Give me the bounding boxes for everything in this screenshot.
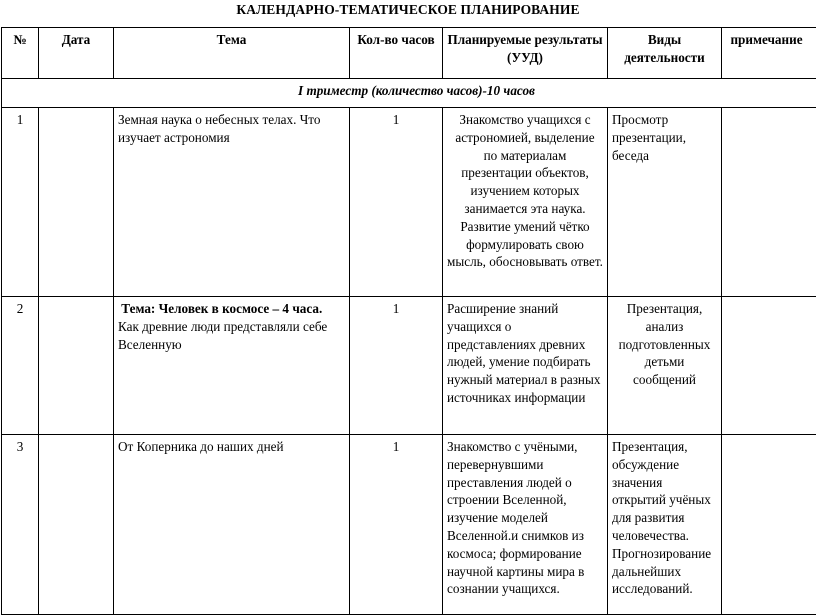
row-topic-heading: Тема: Человек в космосе – 4 часа. bbox=[121, 301, 322, 316]
trimester-row bbox=[2, 79, 816, 108]
row-note bbox=[722, 297, 816, 435]
table-row bbox=[2, 108, 816, 297]
header-row bbox=[2, 28, 816, 79]
page-title: КАЛЕНДАРНО-ТЕМАТИЧЕСКОЕ ПЛАНИРОВАНИЕ bbox=[0, 2, 816, 18]
row-results: Знакомство с учёными, перевернувшими преставления людей о строении Вселенной, изучение моделей Вселенной.и снимков из космоса; формирование научной картины мира в сознании учащихся. bbox=[443, 435, 608, 615]
row-note bbox=[722, 435, 816, 615]
row-topic bbox=[114, 435, 350, 615]
header-num: № bbox=[2, 28, 39, 79]
row-results: Знакомство учащихся с астрономией, выделение по материалам презентации объектов, изучением которых занимается эта наука. Развитие умений чётко формулировать свою мысль, обосновывать ответ. bbox=[443, 108, 608, 297]
row-activities: Просмотр презентации, беседа bbox=[608, 108, 722, 297]
header-topic: Тема bbox=[114, 28, 350, 79]
row-hours: 1 bbox=[350, 108, 443, 297]
planning-table bbox=[1, 27, 816, 615]
header-results: Планируемые результаты (УУД) bbox=[443, 28, 608, 79]
row-activities: Презентация, анализ подготовленных детьми сообщений bbox=[608, 297, 722, 435]
header-activities: Виды деятельности bbox=[608, 28, 722, 79]
row-date bbox=[39, 435, 114, 615]
row-hours: 1 bbox=[350, 297, 443, 435]
row-topic bbox=[114, 297, 350, 435]
table-row bbox=[2, 435, 816, 615]
row-note bbox=[722, 108, 816, 297]
row-topic bbox=[114, 108, 350, 297]
row-num: 1 bbox=[2, 108, 39, 297]
row-hours: 1 bbox=[350, 435, 443, 615]
header-hours: Кол-во часов bbox=[350, 28, 443, 79]
row-num: 3 bbox=[2, 435, 39, 615]
header-note: примечание bbox=[722, 28, 816, 79]
row-date bbox=[39, 297, 114, 435]
row-topic-text: Как древние люди представляли себе Вселенную bbox=[118, 319, 327, 352]
row-num: 2 bbox=[2, 297, 39, 435]
row-activities: Презентация, обсуждение значения открытий учёных для развития человечества. Прогнозирование дальнейших исследований. bbox=[608, 435, 722, 615]
row-results: Расширение знаний учащихся о представлениях древних людей, умение подбирать нужный материал в разных источниках информации bbox=[443, 297, 608, 435]
row-date bbox=[39, 108, 114, 297]
header-date: Дата bbox=[39, 28, 114, 79]
table-row bbox=[2, 297, 816, 435]
row-topic-text: Земная наука о небесных телах. Что изучает астрономия bbox=[118, 112, 320, 145]
row-topic-text: От Коперника до наших дней bbox=[118, 439, 284, 454]
trimester-label: I триместр (количество часов)-10 часов bbox=[2, 79, 816, 108]
